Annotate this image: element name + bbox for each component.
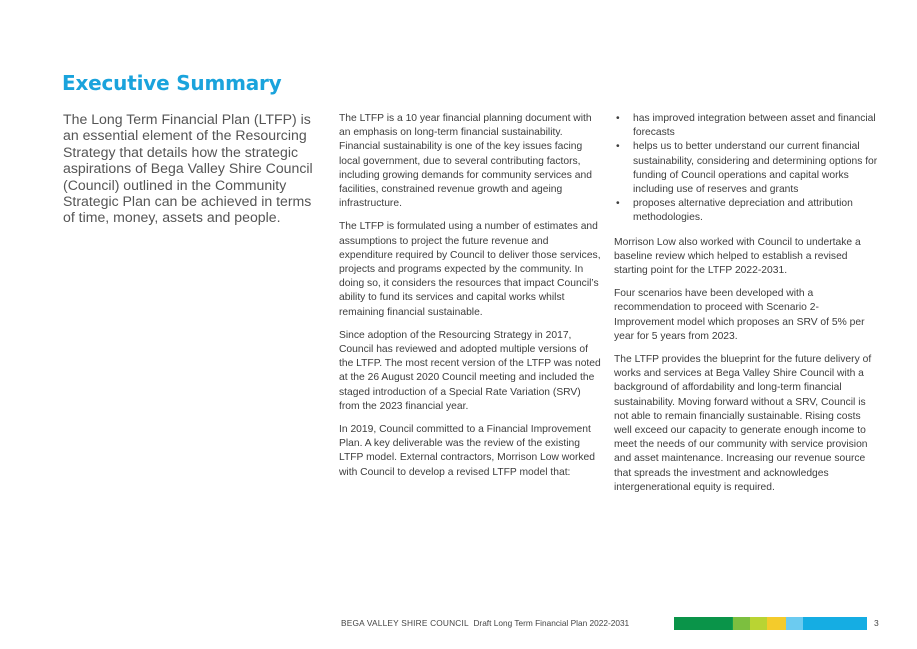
footer-color-bar (674, 617, 867, 630)
paragraph: The LTFP is formulated using a number of estimates and assumptions to project the future revenue and expenditure required by Council to deliver those services, projects and programs expected by the community. In doing so, it considers the resources that impact Council’s ability to fund its services and capital works whilst remaining financial sustainable. (339, 221, 601, 318)
color-segment (733, 617, 750, 630)
right-column (614, 112, 880, 504)
paragraph: Morrison Low also worked with Council to undertake a baseline review which helped to establish a revised starting point for the LTFP 2022-2031. (614, 236, 861, 277)
bullet-list (614, 112, 880, 226)
paragraph: The LTFP is a 10 year financial planning document with an emphasis on long-term financial sustainability. Financial sustainability is one of the key issues facing local government, due to several contributing factors, including growing demands for community services and facilities, constrained revenue growth and ageing infrastructure. (339, 113, 592, 210)
paragraph: Four scenarios have been developed with a recommendation to proceed with Scenario 2- Improvement model which proposes an SRV of 5% per year for 5 years from 2023. (614, 288, 865, 342)
footer-document-title: Draft Long Term Financial Plan 2022-2031 (473, 618, 630, 628)
bullet-icon: • (616, 198, 620, 210)
color-segment (803, 617, 867, 630)
color-segment (674, 617, 732, 630)
footer-caption (341, 618, 629, 628)
list-item (614, 197, 880, 225)
list-item-text: proposes alternative depreciation and attribution methodologies. (633, 198, 853, 224)
color-segment (767, 617, 786, 630)
bullet-icon: • (616, 113, 620, 124)
paragraph: Since adoption of the Resourcing Strategy in 2017, Council has reviewed and adopted multiple versions of the LTFP. The most recent version of the LTFP was noted at the 26 August 2020 Council meeting and included the staged introduction of a Special Rate Variation (SRV) from the 2023 financial year. (339, 329, 601, 412)
page-number: 3 (874, 618, 879, 628)
list-item (614, 112, 880, 140)
intro-paragraph: The Long Term Financial Plan (LTFP) is an essential element of the Resourcing Strategy that details how the strategic aspirations of Bega Valley Shire Council (Council) outlined in the Community Strategic Plan can be achieved in terms of time, money, assets and people. (63, 111, 313, 226)
paragraph: The LTFP provides the blueprint for the future delivery of works and services at Bega Valley Shire Council with a background of affordability and long-term financial sustainability. Moving forward without a SRV, Council is not able to remain financially sustainable. Rising costs well exceed our capacity to generate enough income to meet the needs of our community with service provision and asset maintenance. Increasing our revenue source that spreads the investment and acknowledges intergenerational equity is required. (614, 354, 872, 493)
footer-org: BEGA VALLEY SHIRE COUNCIL (341, 618, 469, 628)
list-item-text: helps us to better understand our current financial sustainability, considering and determining options for funding of Council operations and capital works including use of reserves and grants (633, 141, 878, 196)
paragraph: In 2019, Council committed to a Financial Improvement Plan. A key deliverable was the review of the existing LTFP model. External contractors, Morrison Low worked with Council to develop a revised LTFP model that: (339, 424, 595, 478)
list-item-text: has improved integration between asset and financial forecasts (633, 113, 876, 139)
color-segment (786, 617, 803, 630)
list-item (614, 140, 880, 197)
page-title: Executive Summary (62, 71, 282, 95)
bullet-icon: • (616, 141, 620, 153)
color-segment (750, 617, 767, 630)
middle-column (339, 112, 604, 489)
